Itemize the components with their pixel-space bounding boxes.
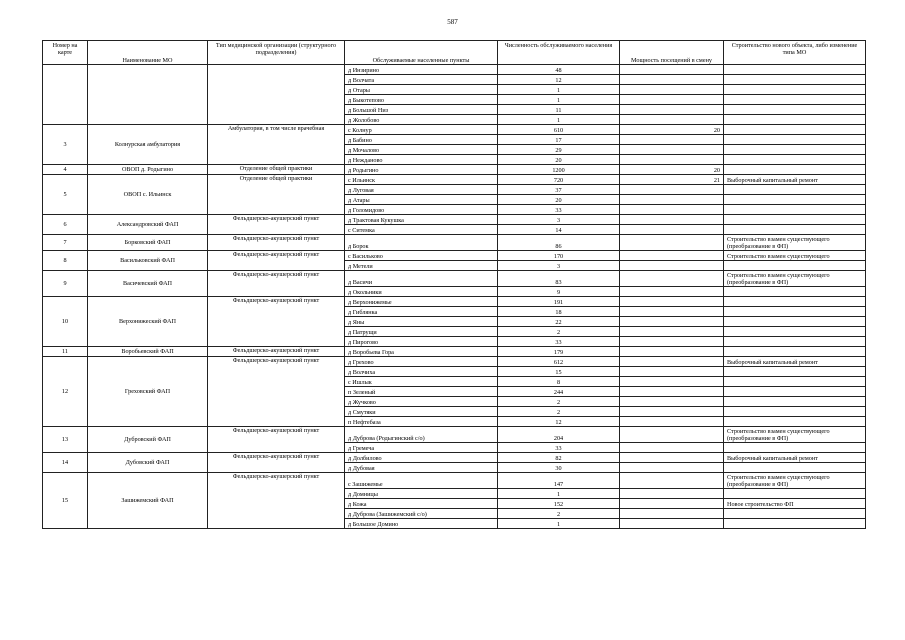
col-header-capacity: Мощность посещений в смену: [620, 41, 724, 65]
col-header-settlements: Обслуживаемые населенные пункты: [345, 41, 498, 65]
population-cell: 1: [498, 489, 620, 499]
table-row: [43, 215, 866, 225]
population-cell: 2: [498, 397, 620, 407]
capacity-cell: [620, 205, 724, 215]
org-name-cell: [88, 65, 208, 125]
population-cell: 3: [498, 215, 620, 225]
map-number-cell: 9: [43, 271, 88, 297]
settlement-cell: с Зашижемье: [345, 473, 498, 489]
settlement-cell: д Жолобово: [345, 115, 498, 125]
population-cell: 33: [498, 443, 620, 453]
capacity-cell: [620, 155, 724, 165]
capacity-cell: [620, 357, 724, 367]
settlement-cell: с Ишлык: [345, 377, 498, 387]
capacity-cell: [620, 95, 724, 105]
map-number-cell: 13: [43, 427, 88, 453]
settlement-cell: д Нежданово: [345, 155, 498, 165]
settlement-cell: д Инзирино: [345, 65, 498, 75]
settlement-cell: д Грехово: [345, 357, 498, 367]
population-cell: 170: [498, 251, 620, 261]
settlement-cell: д Волчиха: [345, 367, 498, 377]
population-cell: 17: [498, 135, 620, 145]
settlement-cell: с Васильково: [345, 251, 498, 261]
capacity-cell: [620, 473, 724, 489]
capacity-cell: [620, 251, 724, 261]
construction-note-cell: Выборочный капитальный ремонт: [724, 453, 866, 463]
settlement-cell: д Жучково: [345, 397, 498, 407]
population-cell: 30: [498, 463, 620, 473]
table-row: [43, 165, 866, 175]
settlement-cell: д Патрущи: [345, 327, 498, 337]
construction-note-cell: [724, 337, 866, 347]
capacity-cell: [620, 135, 724, 145]
capacity-cell: [620, 225, 724, 235]
facilities-table: [42, 40, 866, 529]
construction-note-cell: [724, 463, 866, 473]
map-number-cell: 8: [43, 251, 88, 271]
settlement-cell: с Ильинск: [345, 175, 498, 185]
construction-note-cell: [724, 85, 866, 95]
capacity-cell: 20: [620, 165, 724, 175]
capacity-cell: [620, 347, 724, 357]
settlement-cell: д Окольники: [345, 287, 498, 297]
population-cell: 610: [498, 125, 620, 135]
col-header-org-type: Тип медицинской организации (структурного подразделения): [208, 41, 345, 65]
population-cell: 9: [498, 287, 620, 297]
capacity-cell: [620, 307, 724, 317]
construction-note-cell: [724, 347, 866, 357]
capacity-cell: [620, 235, 724, 251]
capacity-cell: [620, 519, 724, 529]
construction-note-cell: [724, 261, 866, 271]
capacity-cell: [620, 195, 724, 205]
org-name-cell: Дубовский ФАП: [88, 453, 208, 473]
capacity-cell: [620, 453, 724, 463]
population-cell: 14: [498, 225, 620, 235]
map-number-cell: [43, 65, 88, 125]
construction-note-cell: [724, 287, 866, 297]
population-cell: 204: [498, 427, 620, 443]
population-cell: 12: [498, 417, 620, 427]
settlement-cell: д Яны: [345, 317, 498, 327]
construction-note-cell: [724, 185, 866, 195]
construction-note-cell: [724, 225, 866, 235]
map-number-cell: 5: [43, 175, 88, 215]
map-number-cell: 3: [43, 125, 88, 165]
org-name-cell: Зашижемский ФАП: [88, 473, 208, 529]
construction-note-cell: Выборочный капитальный ремонт: [724, 357, 866, 367]
construction-note-cell: [724, 95, 866, 105]
population-cell: 1200: [498, 165, 620, 175]
org-type-cell: Отделение общей практики: [208, 165, 345, 175]
col-header-org-name: Наименование МО: [88, 41, 208, 65]
construction-note-cell: [724, 509, 866, 519]
settlement-cell: с Колнур: [345, 125, 498, 135]
settlement-cell: д Волчата: [345, 75, 498, 85]
org-type-cell: Фельдшерско-акушерский пункт: [208, 357, 345, 427]
settlement-cell: д Голомидово: [345, 205, 498, 215]
col-header-map-number: Номер на карте: [43, 41, 88, 65]
org-type-cell: Фельдшерско-акушерский пункт: [208, 271, 345, 297]
construction-note-cell: [724, 443, 866, 453]
settlement-cell: д Трактовая Кукушка: [345, 215, 498, 225]
settlement-cell: д Гремеча: [345, 443, 498, 453]
construction-note-cell: [724, 397, 866, 407]
table-row: [43, 453, 866, 463]
construction-note-cell: [724, 115, 866, 125]
population-cell: 3: [498, 261, 620, 271]
population-cell: 612: [498, 357, 620, 367]
map-number-cell: 12: [43, 357, 88, 427]
capacity-cell: [620, 287, 724, 297]
population-cell: 86: [498, 235, 620, 251]
table-row: [43, 297, 866, 307]
table-row: [43, 271, 866, 287]
construction-note-cell: Строительство взамен существующего (преобразование в ФП): [724, 473, 866, 489]
capacity-cell: [620, 407, 724, 417]
settlement-cell: д Домницы: [345, 489, 498, 499]
construction-note-cell: Строительство взамен существующего (преобразование в ФП): [724, 271, 866, 287]
map-number-cell: 7: [43, 235, 88, 251]
construction-note-cell: [724, 205, 866, 215]
construction-note-cell: Строительство взамен существующего (преобразование в ФП): [724, 427, 866, 443]
population-cell: 147: [498, 473, 620, 489]
construction-note-cell: [724, 215, 866, 225]
map-number-cell: 6: [43, 215, 88, 235]
capacity-cell: 21: [620, 175, 724, 185]
table-row: [43, 357, 866, 367]
capacity-cell: [620, 509, 724, 519]
settlement-cell: д Борок: [345, 235, 498, 251]
construction-note-cell: Строительство взамен существующего: [724, 251, 866, 261]
population-cell: 720: [498, 175, 620, 185]
construction-note-cell: [724, 155, 866, 165]
construction-note-cell: [724, 519, 866, 529]
construction-note-cell: [724, 125, 866, 135]
settlement-cell: д Гиблянка: [345, 307, 498, 317]
construction-note-cell: [724, 135, 866, 145]
map-number-cell: 4: [43, 165, 88, 175]
capacity-cell: [620, 105, 724, 115]
org-type-cell: Фельдшерско-акушерский пункт: [208, 427, 345, 453]
table-row: [43, 347, 866, 357]
org-name-cell: ОВОП с. Ильинск: [88, 175, 208, 215]
org-name-cell: Верхонижеский ФАП: [88, 297, 208, 347]
population-cell: 33: [498, 205, 620, 215]
construction-note-cell: [724, 165, 866, 175]
map-number-cell: 11: [43, 347, 88, 357]
population-cell: 15: [498, 367, 620, 377]
org-name-cell: Колнурская амбулатория: [88, 125, 208, 165]
capacity-cell: [620, 115, 724, 125]
table-body: [43, 65, 866, 529]
table-header-row: [43, 41, 866, 65]
capacity-cell: [620, 377, 724, 387]
page-number: 587: [447, 18, 458, 26]
capacity-cell: [620, 271, 724, 287]
settlement-cell: д Смутяки: [345, 407, 498, 417]
capacity-cell: [620, 297, 724, 307]
construction-note-cell: [724, 145, 866, 155]
population-cell: 2: [498, 509, 620, 519]
capacity-cell: 20: [620, 125, 724, 135]
construction-note-cell: Строительство взамен существующего (преобразование в ФП): [724, 235, 866, 251]
settlement-cell: д Быкотепово: [345, 95, 498, 105]
population-cell: 37: [498, 185, 620, 195]
org-type-cell: [208, 65, 345, 125]
org-name-cell: Греховский ФАП: [88, 357, 208, 427]
population-cell: 244: [498, 387, 620, 397]
settlement-cell: д Дубовая: [345, 463, 498, 473]
population-cell: 11: [498, 105, 620, 115]
population-cell: 48: [498, 65, 620, 75]
org-name-cell: Александровский ФАП: [88, 215, 208, 235]
table-row: [43, 251, 866, 261]
org-type-cell: Фельдшерско-акушерский пункт: [208, 235, 345, 251]
settlement-cell: д Дуброва (Зашижемский с/о): [345, 509, 498, 519]
org-type-cell: Отделение общей практики: [208, 175, 345, 215]
org-name-cell: Васичевский ФАП: [88, 271, 208, 297]
capacity-cell: [620, 215, 724, 225]
capacity-cell: [620, 463, 724, 473]
org-type-cell: Фельдшерско-акушерский пункт: [208, 347, 345, 357]
capacity-cell: [620, 427, 724, 443]
org-type-cell: Фельдшерско-акушерский пункт: [208, 215, 345, 235]
table-row: [43, 125, 866, 135]
construction-note-cell: [724, 377, 866, 387]
population-cell: 83: [498, 271, 620, 287]
capacity-cell: [620, 75, 724, 85]
population-cell: 1: [498, 519, 620, 529]
org-type-cell: Фельдшерско-акушерский пункт: [208, 453, 345, 473]
settlement-cell: д Родыгино: [345, 165, 498, 175]
settlement-cell: д Метели: [345, 261, 498, 271]
capacity-cell: [620, 185, 724, 195]
settlement-cell: д Мочалово: [345, 145, 498, 155]
construction-note-cell: [724, 105, 866, 115]
construction-note-cell: Новое строительство ФП: [724, 499, 866, 509]
capacity-cell: [620, 499, 724, 509]
population-cell: 20: [498, 155, 620, 165]
population-cell: 1: [498, 85, 620, 95]
map-number-cell: 15: [43, 473, 88, 529]
population-cell: 1: [498, 115, 620, 125]
col-header-construction: Строительство нового объекта, либо изменение типа МО: [724, 41, 866, 65]
org-type-cell: Фельдшерско-акушерский пункт: [208, 473, 345, 529]
table-row: [43, 473, 866, 489]
construction-note-cell: [724, 195, 866, 205]
org-name-cell: Воробьевский ФАП: [88, 347, 208, 357]
construction-note-cell: [724, 407, 866, 417]
settlement-cell: д Отары: [345, 85, 498, 95]
capacity-cell: [620, 443, 724, 453]
org-name-cell: Борковский ФАП: [88, 235, 208, 251]
construction-note-cell: [724, 75, 866, 85]
construction-note-cell: [724, 367, 866, 377]
population-cell: 82: [498, 453, 620, 463]
population-cell: 33: [498, 337, 620, 347]
settlement-cell: д Большой Низ: [345, 105, 498, 115]
settlement-cell: с Ситемка: [345, 225, 498, 235]
settlement-cell: д Пирогово: [345, 337, 498, 347]
construction-note-cell: [724, 417, 866, 427]
population-cell: 2: [498, 407, 620, 417]
population-cell: 152: [498, 499, 620, 509]
table-row: [43, 175, 866, 185]
settlement-cell: д Долбилово: [345, 453, 498, 463]
capacity-cell: [620, 367, 724, 377]
population-cell: 1: [498, 95, 620, 105]
settlement-cell: д Атары: [345, 195, 498, 205]
org-type-cell: Фельдшерско-акушерский пункт: [208, 251, 345, 271]
population-cell: 8: [498, 377, 620, 387]
settlement-cell: д Верхонижемье: [345, 297, 498, 307]
construction-note-cell: [724, 489, 866, 499]
settlement-cell: п Зеленый: [345, 387, 498, 397]
capacity-cell: [620, 489, 724, 499]
settlement-cell: д Дуброва (Родыгинский с/о): [345, 427, 498, 443]
settlement-cell: д Кожа: [345, 499, 498, 509]
capacity-cell: [620, 317, 724, 327]
construction-note-cell: Выборочный капитальный ремонт: [724, 175, 866, 185]
settlement-cell: д Воробьева Гора: [345, 347, 498, 357]
construction-note-cell: [724, 65, 866, 75]
capacity-cell: [620, 417, 724, 427]
settlement-cell: д Бабино: [345, 135, 498, 145]
capacity-cell: [620, 65, 724, 75]
population-cell: 20: [498, 195, 620, 205]
capacity-cell: [620, 387, 724, 397]
population-cell: 2: [498, 327, 620, 337]
org-name-cell: Васильковский ФАП: [88, 251, 208, 271]
table-row: [43, 65, 866, 75]
population-cell: 191: [498, 297, 620, 307]
col-header-population: Численность обслуживаемого населения: [498, 41, 620, 65]
construction-note-cell: [724, 387, 866, 397]
capacity-cell: [620, 337, 724, 347]
map-number-cell: 14: [43, 453, 88, 473]
capacity-cell: [620, 145, 724, 155]
population-cell: 12: [498, 75, 620, 85]
construction-note-cell: [724, 297, 866, 307]
capacity-cell: [620, 397, 724, 407]
org-name-cell: Дубровский ФАП: [88, 427, 208, 453]
population-cell: 29: [498, 145, 620, 155]
capacity-cell: [620, 261, 724, 271]
population-cell: 179: [498, 347, 620, 357]
population-cell: 18: [498, 307, 620, 317]
settlement-cell: д Большое Домино: [345, 519, 498, 529]
map-number-cell: 10: [43, 297, 88, 347]
construction-note-cell: [724, 317, 866, 327]
settlement-cell: д Васичи: [345, 271, 498, 287]
table-row: [43, 427, 866, 443]
capacity-cell: [620, 327, 724, 337]
construction-note-cell: [724, 327, 866, 337]
population-cell: 22: [498, 317, 620, 327]
construction-note-cell: [724, 307, 866, 317]
settlement-cell: п Нефтебаза: [345, 417, 498, 427]
table-row: [43, 235, 866, 251]
capacity-cell: [620, 85, 724, 95]
settlement-cell: д Луговая: [345, 185, 498, 195]
org-type-cell: Амбулатория, в том числе врачебная: [208, 125, 345, 165]
org-name-cell: ОВОП д. Родыгино: [88, 165, 208, 175]
org-type-cell: Фельдшерско-акушерский пункт: [208, 297, 345, 347]
